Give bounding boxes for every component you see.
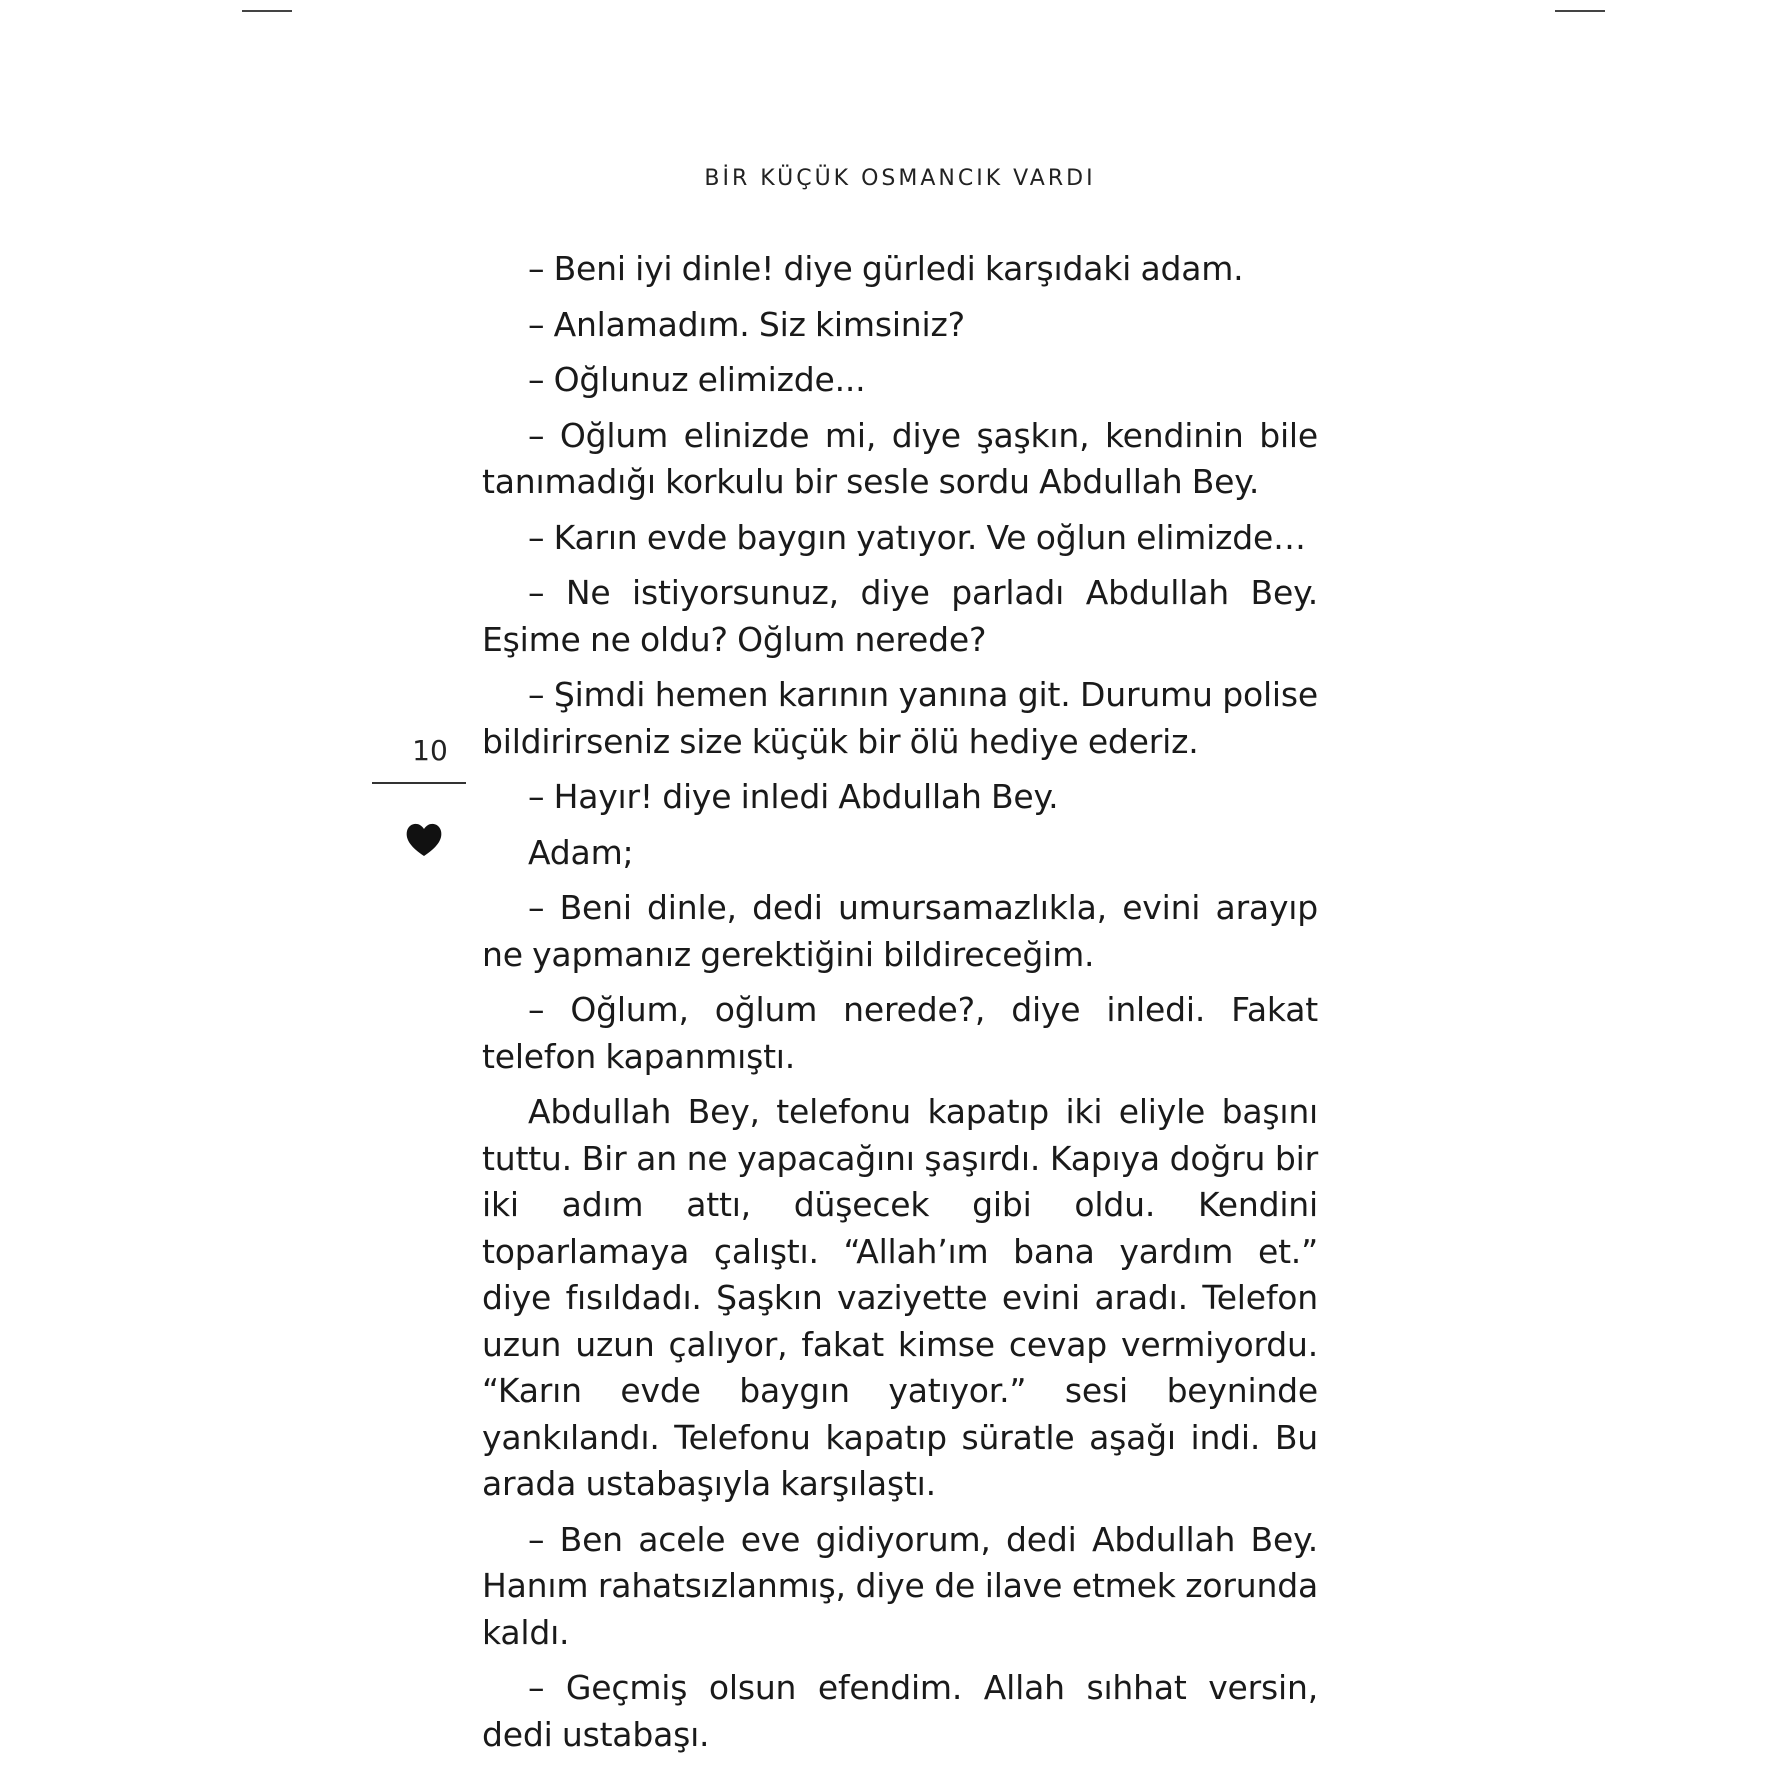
paragraph: – Ben acele eve gidiyorum, dedi Abdullah Bey. Hanım rahatsızlanmış, diye de ilave etmek zorunda kaldı. — [482, 1519, 1318, 1652]
heart-icon — [404, 820, 444, 858]
page-number: 10 — [412, 734, 448, 767]
paragraph: – Beni iyi dinle! diye gürledi karşıdaki adam. — [528, 249, 1244, 288]
paragraph: – Karın evde baygın yatıyor. Ve oğlun elimizde… — [528, 517, 1306, 557]
crop-mark-right — [1555, 10, 1605, 12]
paragraph: – Oğlum, oğlum nerede?, diye inledi. Fakat telefon kapanmıştı. — [482, 990, 1318, 1076]
paragraph: Adam; — [528, 832, 634, 872]
paragraph: Abdullah Bey, telefonu kapatıp iki eliyle başını tuttu. Bir an ne yapacağını şaşırdı. Kapıya doğru bir iki adım attı, düşecek gibi oldu. Kendini toparlamaya çalıştı. “Allah’ım bana yardım et.” diye fısıldadı. Şaşkın vaziyette evini aradı. Telefon uzun uzun çalıyor, fakat kimse cevap vermiyordu. “Karın evde baygın yatıyor.” sesi beyninde yankılandı. Telefonu kapatıp süratle aşağı indi. Bu arada ustabaşıyla karşılaştı. — [482, 1092, 1318, 1503]
running-title: BİR KÜÇÜK OSMANCIK VARDI — [704, 166, 1096, 191]
paragraph: – Oğlunuz elimizde... — [528, 360, 866, 399]
crop-mark-left — [242, 10, 292, 12]
paragraph: – Ne istiyorsunuz, diye parladı Abdullah Bey. Eşime ne oldu? Oğlum nerede? — [482, 573, 1318, 659]
paragraph: – Oğlum elinizde mi, diye şaşkın, kendinin bile tanımadığı korkulu bir sesle sordu Abdullah Bey. — [482, 415, 1318, 501]
text-body — [482, 246, 1318, 1767]
paragraph: – Hayır! diye inledi Abdullah Bey. — [528, 777, 1059, 816]
paragraph: – Geçmiş olsun efendim. Allah sıhhat versin, dedi ustabaşı. — [482, 1668, 1318, 1754]
paragraph: – Beni dinle, dedi umursamazlıkla, evini arayıp ne yapmanız gerektiğini bildireceğim. — [482, 888, 1318, 974]
paragraph: – Anlamadım. Siz kimsiniz? — [528, 304, 965, 344]
page-number-rule — [372, 782, 466, 784]
paragraph: – Şimdi hemen karının yanına git. Durumu polise bildirirseniz size küçük bir ölü hediye ederiz. — [482, 675, 1318, 761]
